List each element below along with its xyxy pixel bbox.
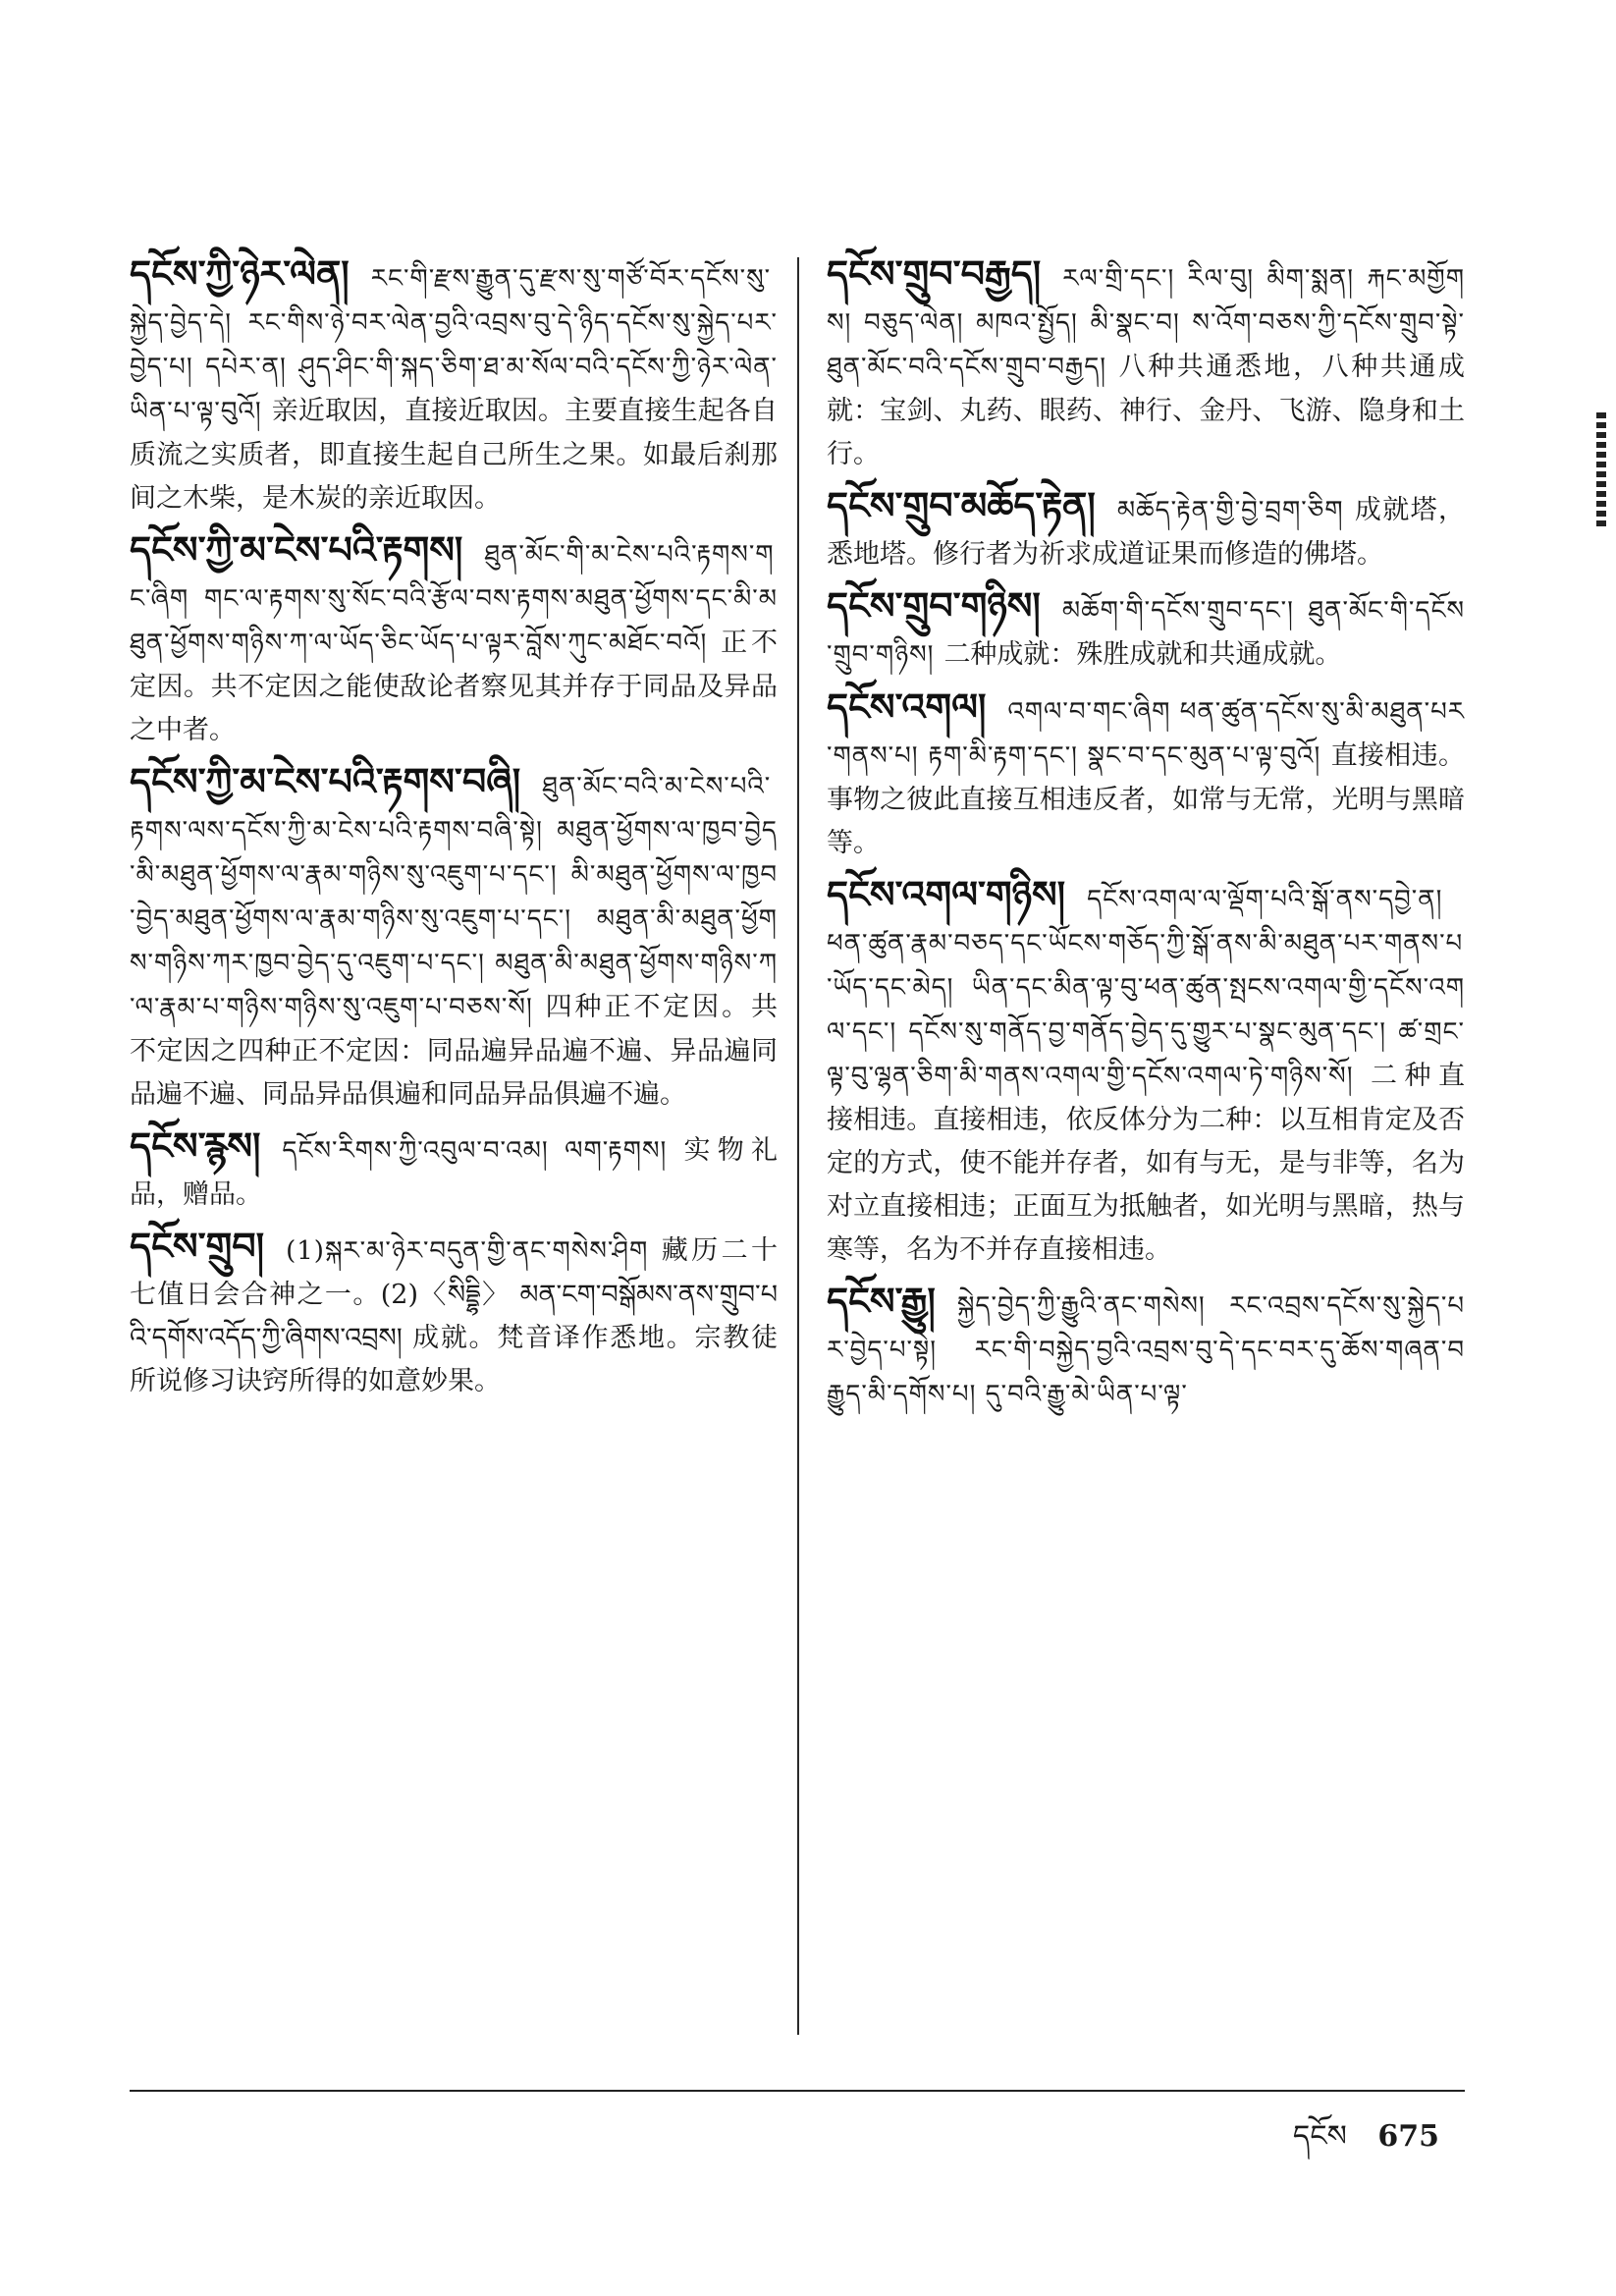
entry xyxy=(827,1281,1465,1416)
entry xyxy=(827,253,1465,475)
chinese-definition: 藏历二十七值日会合神之一。(2)〈སིདྡྷི〉 མན་ངག་བསྒོམས་ནས་གྲུབ་པའི་དགོས་འདོད་ཀྱི་ཞིགས་འབྲས། 成就。梵音译作悉地。宗教徒所说修习诀窍所得的如意妙果。 xyxy=(130,1235,778,1396)
entry xyxy=(827,686,1465,864)
tibetan-definition: ཐུན་མོང་བའི་མ་ངེས་པའི་རྟགས་ལས་དངོས་ཀྱི་མ་ངེས་པའི་རྟགས་བཞི་སྟེ། མཐུན་ཕྱོགས་ལ་ཁྱབ་བྱེད་མི་མཐུན་ཕྱོགས་ལ་རྣམ་གཉིས་སུ་འཇུག་པ་དང་། མི་མཐུན་ཕྱོགས་ལ་ཁྱབ་བྱེད་མཐུན་ཕྱོགས་ལ་རྣམ་གཉིས་སུ་འཇུག་པ་དང་། མཐུན་མི་མཐུན་ཕྱོགས་གཉིས་ཀར་ཁྱབ་བྱེད་དུ་འཇུག་པ་དང་། མཐུན་མི་མཐུན་ཕྱོགས་གཉིས་ཀ་ལ་རྣམ་པ་གཉིས་གཉིས་སུ་འཇུག་པ་བཅས་སོ། xyxy=(130,772,778,1022)
chinese-definition: 四种正不定因。共不定因之四种正不定因：同品遍异品遍不遍、异品遍同品遍不遍、同品异品俱遍和同品异品俱遍不遍。 xyxy=(130,992,778,1110)
headword: དངོས་རྒྱུ། xyxy=(827,1280,936,1323)
footer-rule xyxy=(130,2090,1465,2092)
chinese-definition: 成就塔，悉地塔。修行者为祈求成道证果而修造的佛塔。 xyxy=(827,495,1465,570)
tibetan-definition: རལ་གྲི་དང་། རིལ་བུ། མིག་སྨན། རྐང་མགྱོགས། བཅུད་ལེན། མཁའ་སྤྱོད། མི་སྣང་བ། ས་འོག་བཅས་ཀྱི་དངོས་གྲུབ་སྟེ་ཐུན་མོང་བའི་དངོས་གྲུབ་བརྒྱད། xyxy=(827,264,1465,382)
left-column xyxy=(130,253,778,1412)
headword: དངོས་གྲུབ་གཉིས། xyxy=(827,584,1041,628)
headword: དངོས་ཀྱི་མ་ངེས་པའི་རྟགས་བཞི། xyxy=(130,760,521,803)
tibetan-definition: འགལ་བ་གང་ཞིག ཕན་ཚུན་དངོས་སུ་མི་མཐུན་པར་གནས་པ། རྟག་མི་རྟག་དང་། སྣང་བ་དང་མུན་པ་ལྟ་བུའོ། xyxy=(827,697,1465,771)
running-head: དངོས xyxy=(1292,2119,1347,2154)
tibetan-definition: (1)སྐར་མ་ཉེར་བདུན་གྱི་ནང་གསེས་ཤིག xyxy=(286,1236,649,1266)
tibetan-definition: སྐྱེད་བྱེད་ཀྱི་རྒྱུའི་ནང་གསེས། རང་འབྲས་དངོས་སུ་སྐྱེད་པར་བྱེད་པ་སྟེ། རང་གི་བསྐྱེད་བྱའི་འབྲས་བུ་དེ་དང་བར་དུ་ཆོས་གཞན་བརྒྱུད་མི་དགོས་པ། དུ་བའི་རྒྱུ་མེ་ཡིན་པ་ལྟ་ xyxy=(827,1291,1465,1409)
tibetan-definition: དངོས་འགལ་ལ་ལྡོག་པའི་སྒོ་ནས་དབྱེ་ན། ཕན་ཚུན་རྣམ་བཅད་དང་ཡོངས་གཅོད་ཀྱི་སྒོ་ནས་མི་མཐུན་པར་གནས་པ་ཡོད་དང་མེད། ཡིན་དང་མིན་ལྟ་བུ་ཕན་ཚུན་སྤངས་འགལ་གྱི་དངོས་འགལ་དང་། དངོས་སུ་གནོད་བྱ་གནོད་བྱེད་དུ་གྱུར་པ་སྣང་མུན་དང་། ཚ་གྲང་ལྟ་བུ་ལྷན་ཅིག་མི་གནས་འགལ་གྱི་དངོས་འགལ་ཏེ་གཉིས་སོ། xyxy=(827,885,1465,1091)
chinese-definition: 正不定因。共不定因之能使敌论者察见其并存于同品及异品之中者。 xyxy=(130,628,778,745)
entry xyxy=(130,1226,778,1402)
column-divider xyxy=(797,257,799,2035)
page-number: 675 xyxy=(1377,2119,1439,2154)
tibetan-definition: རང་གི་རྫས་རྒྱུན་དུ་རྫས་སུ་གཙོ་བོར་དངོས་སུ་སྐྱེད་བྱེད་དེ། རང་གིས་ཉེ་བར་ལེན་བྱའི་འབྲས་བུ་དེ་ཉིད་དངོས་སུ་སྐྱེད་པར་བྱེད་པ། དཔེར་ན། ཤུད་ཤིང་གི་སྐད་ཅིག་ཐ་མ་སོལ་བའི་དངོས་ཀྱི་ཉེར་ལེན་ཡིན་པ་ལྟ་བུའོ། xyxy=(130,264,778,426)
entry xyxy=(130,1125,778,1216)
headword: དངོས་གྲུབ། xyxy=(130,1225,265,1268)
chinese-definition: 二种直接相违。直接相违，依反体分为二种：以互相肯定及否定的方式，使不能并存者，如有与无，是与非等，名为对立直接相违；正面互为抵触者，如光明与黑暗，热与寒等，名为不并存直接相违。 xyxy=(827,1061,1465,1265)
tibetan-definition: དངོས་རིགས་ཀྱི་འབུལ་བ་འམ། ལག་རྟགས། xyxy=(282,1136,668,1166)
entry xyxy=(827,585,1465,677)
chinese-definition: 实物礼品，赠品。 xyxy=(130,1135,779,1210)
headword: དངོས་ཀྱི་ཉེར་ལེན། xyxy=(130,252,350,296)
entry xyxy=(827,485,1465,575)
chinese-definition: 二种成就：殊胜成就和共通成就。 xyxy=(943,639,1342,670)
tibetan-definition: མཆོག་གི་དངོས་གྲུབ་དང་། ཐུན་མོང་གི་དངོས་གྲུབ་གཉིས། xyxy=(827,596,1465,670)
headword: དངོས་ཀྱི་མ་ངེས་པའི་རྟགས། xyxy=(130,528,463,572)
headword: དངོས་འགལ་གཉིས། xyxy=(827,873,1066,916)
right-column xyxy=(827,253,1465,1426)
headword: དངོས་འགལ། xyxy=(827,685,987,729)
entry xyxy=(827,874,1465,1271)
thumb-index-mark xyxy=(1596,412,1606,530)
headword: དངོས་གྲུབ་བརྒྱད། xyxy=(827,252,1042,296)
chinese-definition: 直接相违。事物之彼此直接互相违反者，如常与无常，光明与黑暗等。 xyxy=(827,740,1466,858)
entry xyxy=(130,529,778,751)
tibetan-definition: མཆོད་རྟེན་གྱི་བྱེ་བྲག་ཅིག xyxy=(1116,496,1344,525)
headword: དངོས་གྲུབ་མཆོད་རྟེན། xyxy=(827,484,1096,527)
entry xyxy=(130,761,778,1116)
tibetan-definition: ཐུན་མོང་གི་མ་ངེས་པའི་རྟགས་གང་ཞིག གང་ལ་རྟགས་སུ་སོང་བའི་རྩོལ་བས་རྟགས་མཐུན་ཕྱོགས་དང་མི་མཐུན་ཕྱོགས་གཉིས་ཀ་ལ་ཡོད་ཅིང་ཡོད་པ་ལྟར་བློས་ཀུང་མཐོང་བའོ། xyxy=(130,540,778,658)
headword: དངོས་རྙས། xyxy=(130,1124,261,1168)
entry xyxy=(130,253,778,519)
page-footer xyxy=(1271,2104,1439,2186)
chinese-definition: 亲近取因，直接近取因。主要直接生起各自质流之实质者，即直接生起自己所生之果。如最后刹那间之木柴，是木炭的亲近取因。 xyxy=(130,396,778,514)
chinese-definition: 八种共通悉地，八种共通成就：宝剑、丸药、眼药、神行、金丹、飞游、隐身和土行。 xyxy=(827,352,1465,469)
